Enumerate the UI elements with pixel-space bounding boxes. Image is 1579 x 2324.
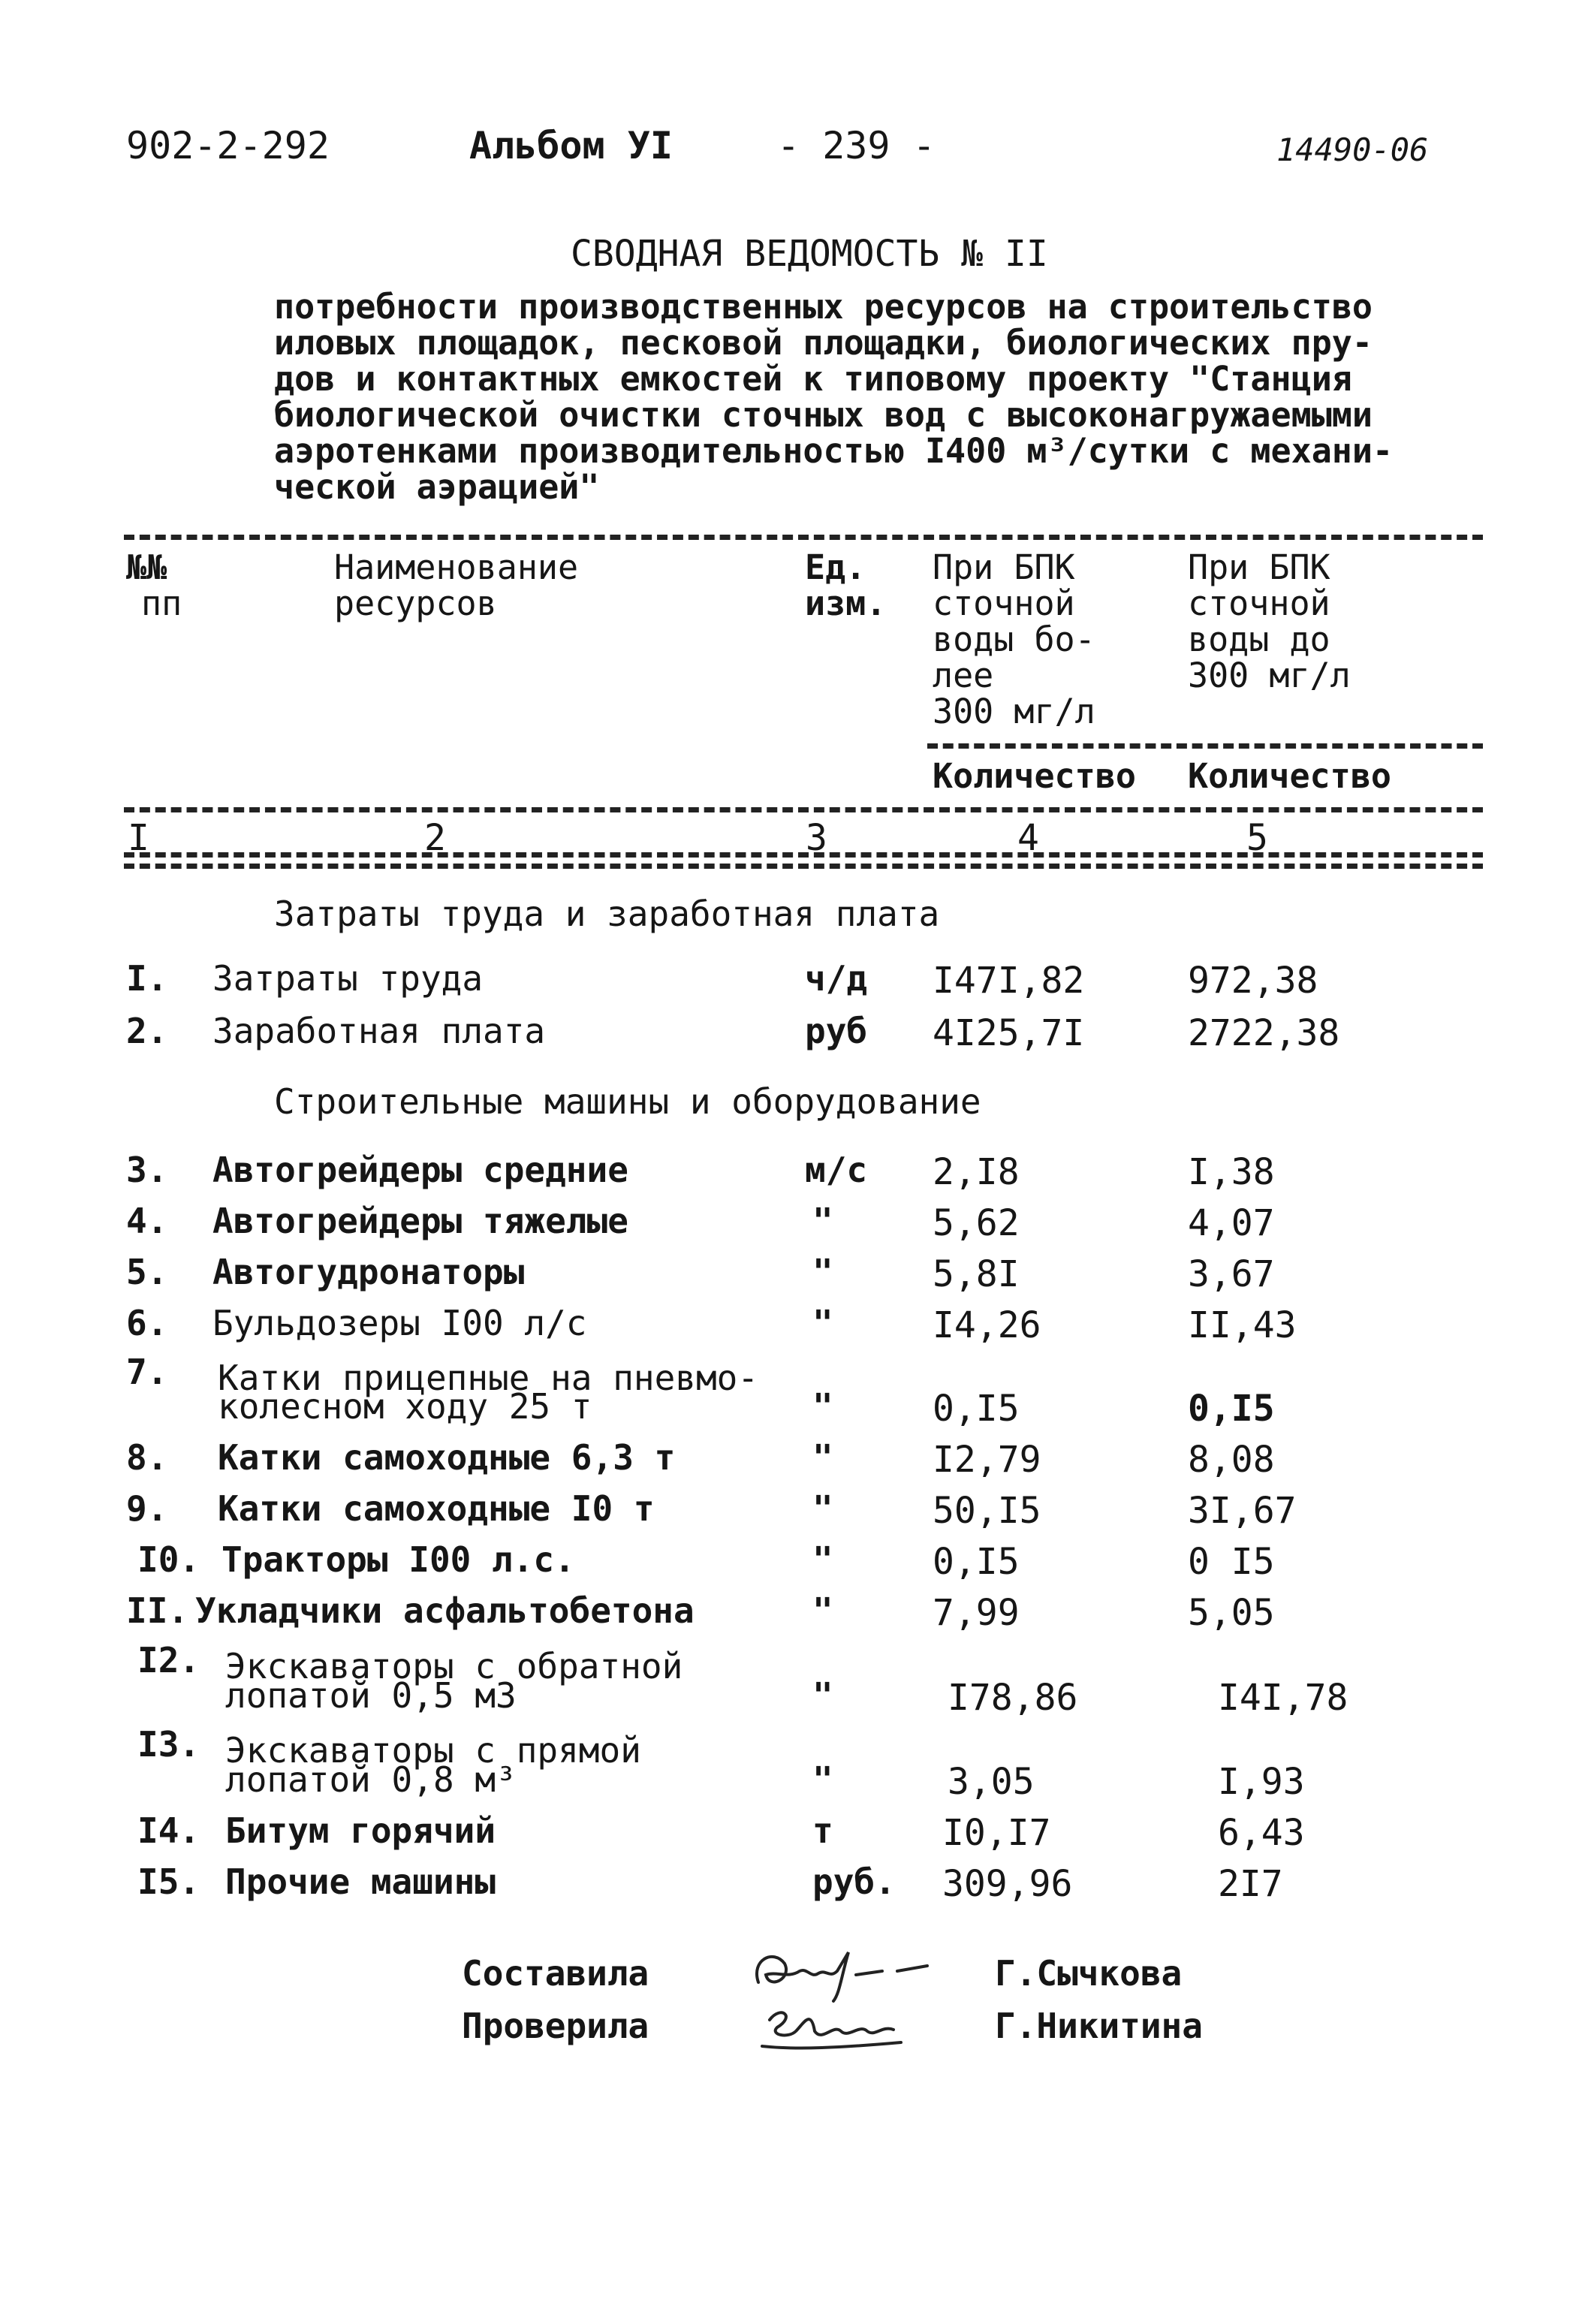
- row-unit: м/с: [805, 1150, 868, 1190]
- description-line-2: иловых площадок, песковой площадки, биологических пру-: [274, 323, 1373, 363]
- description-line-6: ческой аэрацией": [274, 467, 600, 507]
- row-name: Тракторы I00 л.с.: [221, 1539, 575, 1580]
- row-name: Бульдозеры I00 л/с: [212, 1303, 587, 1343]
- row-name: Экскаваторы с прямой: [225, 1730, 641, 1771]
- header-qty5: Количество: [1188, 756, 1391, 796]
- row-unit: ч/д: [805, 958, 868, 999]
- row-unit: ": [812, 1675, 833, 1716]
- row-value-col5: 8,08: [1188, 1439, 1275, 1481]
- header-name-line: Наименование: [334, 547, 579, 587]
- row-number: I.: [126, 958, 168, 999]
- column-number-1: I: [128, 817, 149, 859]
- header-bottom-rule: [124, 807, 1483, 812]
- sheet-code: 14490-06: [1276, 131, 1429, 168]
- description-line-4: биологической очистки сточных вод с высоконагружаемыми: [274, 395, 1373, 435]
- album-label: Альбом УI: [469, 124, 673, 167]
- row-value-col5: I4I,78: [1218, 1677, 1348, 1719]
- row-value-col4: 0,I5: [933, 1541, 1020, 1583]
- header-unit-line: Ед.: [805, 547, 866, 587]
- description-line-1: потребности производственных ресурсов на строительство: [274, 287, 1373, 327]
- row-number: 9.: [126, 1488, 168, 1529]
- row-number: I5.: [137, 1861, 200, 1902]
- header-col4-line: сточной: [933, 583, 1075, 623]
- row-number: II.: [126, 1590, 189, 1631]
- row-value-col5: 2722,38: [1188, 1012, 1340, 1054]
- row-name-continued: лопатой 0,5 м3: [225, 1675, 517, 1716]
- row-number: 2.: [126, 1011, 168, 1051]
- row-value-col4: I47I,82: [933, 960, 1085, 1002]
- description-line-5: аэротенками производительностью I400 м³/сутки с механи-: [274, 431, 1394, 471]
- row-unit: руб.: [812, 1861, 896, 1902]
- section-labor-title: Затраты труда и заработная плата: [274, 894, 940, 934]
- row-name: Прочие машины: [225, 1861, 496, 1902]
- page-number: - 239 -: [777, 124, 936, 167]
- row-name: Катки самоходные I0 т: [218, 1488, 655, 1529]
- row-value-col4: I0,I7: [942, 1812, 1051, 1854]
- table-top-rule: [124, 535, 1483, 540]
- header-unit-line: изм.: [805, 583, 887, 623]
- row-value-col5: 972,38: [1188, 960, 1318, 1002]
- row-value-col5: I,38: [1188, 1151, 1275, 1193]
- row-value-col4: 3,05: [948, 1761, 1035, 1803]
- header-qty4: Количество: [933, 756, 1136, 796]
- document-title: СВОДНАЯ ВЕДОМОСТЬ № II: [571, 233, 1048, 275]
- row-value-col5: 4,07: [1188, 1202, 1275, 1244]
- row-number: I2.: [137, 1640, 200, 1680]
- row-value-col5: 3I,67: [1188, 1490, 1297, 1532]
- row-number: 6.: [126, 1303, 168, 1343]
- row-number: 7.: [126, 1352, 168, 1392]
- row-number: 3.: [126, 1150, 168, 1190]
- row-name: Экскаваторы с обратной: [225, 1646, 683, 1686]
- header-num-line: №№: [126, 547, 167, 587]
- row-number: 5.: [126, 1252, 168, 1292]
- row-number: I4.: [137, 1810, 200, 1851]
- row-unit: т: [812, 1810, 833, 1851]
- row-value-col5: 0,I5: [1188, 1388, 1275, 1430]
- row-name: Затраты труда: [212, 958, 484, 999]
- header-col4-line: 300 мг/л: [933, 692, 1095, 731]
- row-name-continued: колесном ходу 25 т: [218, 1386, 592, 1427]
- row-value-col4: I2,79: [933, 1439, 1041, 1481]
- column-numbers-rule-1: [124, 852, 1483, 858]
- header-col5-line: сточной: [1188, 583, 1330, 623]
- row-name: Катки самоходные 6,3 т: [218, 1437, 676, 1478]
- row-unit: ": [812, 1303, 833, 1343]
- row-name-continued: лопатой 0,8 м³: [225, 1759, 517, 1800]
- row-value-col5: 6,43: [1218, 1812, 1305, 1854]
- row-name: Укладчики асфальтобетона: [195, 1590, 695, 1631]
- row-value-col5: 0 I5: [1188, 1541, 1275, 1583]
- checked-by-label: Проверила: [462, 2006, 649, 2046]
- row-value-col4: 2,I8: [933, 1151, 1020, 1193]
- row-number: I0.: [137, 1539, 200, 1580]
- row-name: Автогрейдеры средние: [212, 1150, 628, 1190]
- row-name: Автогудронаторы: [212, 1252, 525, 1292]
- header-col4-line: лее: [933, 656, 994, 695]
- column-number-4: 4: [1017, 817, 1039, 859]
- row-value-col4: 309,96: [942, 1863, 1073, 1905]
- header-num-line: пп: [141, 583, 182, 623]
- row-value-col4: 4I25,7I: [933, 1012, 1085, 1054]
- column-numbers-rule-2: [124, 864, 1483, 869]
- row-value-col4: 5,62: [933, 1202, 1020, 1244]
- row-value-col4: 7,99: [933, 1592, 1020, 1634]
- checked-by-name: Г.Никитина: [995, 2006, 1203, 2046]
- section-machines-title: Строительные машины и оборудование: [274, 1081, 981, 1122]
- row-name: Автогрейдеры тяжелые: [212, 1201, 628, 1241]
- row-name: Битум горячий: [225, 1810, 496, 1851]
- row-unit: руб: [805, 1011, 868, 1051]
- row-value-col5: II,43: [1188, 1304, 1297, 1346]
- column-number-5: 5: [1246, 817, 1268, 859]
- row-unit: ": [812, 1201, 833, 1241]
- row-value-col4: I4,26: [933, 1304, 1041, 1346]
- header-col5-line: 300 мг/л: [1188, 656, 1351, 695]
- row-name: Катки прицепные на пневмо-: [218, 1358, 759, 1398]
- row-value-col4: 5,8I: [933, 1253, 1020, 1295]
- row-value-col5: 3,67: [1188, 1253, 1275, 1295]
- row-value-col5: 2I7: [1218, 1863, 1283, 1905]
- header-col5-line: При БПК: [1188, 547, 1330, 587]
- row-value-col4: 50,I5: [933, 1490, 1041, 1532]
- header-name-line: ресурсов: [334, 583, 497, 623]
- row-value-col4: I78,86: [948, 1677, 1078, 1719]
- compiled-by-label: Составила: [462, 1953, 649, 1994]
- quantity-top-rule: [927, 743, 1483, 749]
- row-unit: ": [812, 1539, 833, 1580]
- row-value-col5: 5,05: [1188, 1592, 1275, 1634]
- header-col4-line: воды бо-: [933, 619, 1095, 659]
- row-unit: ": [812, 1488, 833, 1529]
- row-number: 4.: [126, 1201, 168, 1241]
- doc-code: 902-2-292: [126, 124, 330, 167]
- column-number-2: 2: [424, 817, 446, 859]
- row-unit: ": [812, 1759, 833, 1800]
- row-number: 8.: [126, 1437, 168, 1478]
- row-unit: ": [812, 1437, 833, 1478]
- header-col5-line: воды до: [1188, 619, 1330, 659]
- row-name: Заработная плата: [212, 1011, 546, 1051]
- row-unit: ": [812, 1252, 833, 1292]
- row-value-col4: 0,I5: [933, 1388, 1020, 1430]
- row-value-col5: I,93: [1218, 1761, 1305, 1803]
- row-unit: ": [812, 1386, 833, 1427]
- description-line-3: дов и контактных емкостей к типовому проекту "Станция: [274, 359, 1352, 399]
- row-unit: ": [812, 1590, 833, 1631]
- compiled-by-name: Г.Сычкова: [995, 1953, 1183, 1994]
- header-col4-line: При БПК: [933, 547, 1075, 587]
- column-number-3: 3: [806, 817, 827, 859]
- row-number: I3.: [137, 1724, 200, 1765]
